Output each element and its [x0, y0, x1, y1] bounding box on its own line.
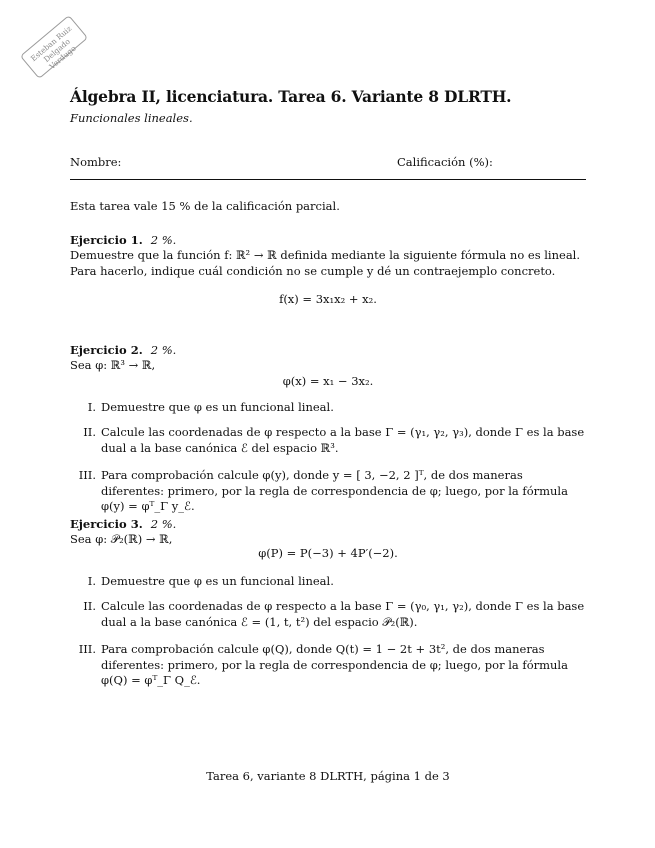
verification-stamp: Esteban Ruiz Delgado Verdugo [20, 15, 88, 79]
exercise-3-title: Ejercicio 3. [70, 517, 143, 531]
grade-label: Calificación (%): [397, 155, 493, 169]
item-text: Para comprobación calcule φ(Q), donde Q(t) = 1 − 2t + 3t², de dos maneras diferentes: primero, por la regla de correspondencia de φ; luego, por la fórmula φ(Q) = φᵀ_Γ Q_ℰ. [101, 642, 568, 687]
exercise-3-formula: φ(P) = P(−3) + 4P′(−2). [258, 546, 398, 560]
header-divider [70, 179, 586, 180]
exercise-2-heading [70, 343, 586, 359]
exercise-2-intro: Sea φ: ℝ³ → ℝ, [70, 358, 156, 372]
item-text: Calcule las coordenadas de φ respecto a la base Γ = (γ₀, γ₁, γ₂), donde Γ es la base dual a la base canónica ℰ = (1, t, t²) del espacio 𝒫₂(ℝ). [101, 599, 585, 629]
page-subtitle: Funcionales lineales. [70, 111, 193, 125]
exercise-3-percent: 2 %. [150, 517, 177, 531]
item-number: III. [78, 468, 96, 482]
exercise-1-percent: 2 %. [150, 233, 177, 247]
exercise-2-title: Ejercicio 2. [70, 343, 143, 357]
exercise-1-title: Ejercicio 1. [70, 233, 143, 247]
exercise-1-heading [70, 233, 586, 249]
exercise-1-text: Demuestre que la función f: ℝ² → ℝ definida mediante la siguiente fórmula no es lineal. Para hacerlo, indique cuál condición no se cumple y dé un contraejemplo concreto. [70, 248, 581, 278]
intro-text: Esta tarea vale 15 % de la calificación parcial. [70, 199, 340, 213]
item-number: II. [83, 599, 96, 613]
item-text: Demuestre que φ es un funcional lineal. [101, 400, 334, 414]
exercise-3-heading [70, 517, 586, 533]
page-footer: Tarea 6, variante 8 DLRTH, página 1 de 3 [206, 769, 450, 783]
exercise-1-formula: f(x) = 3x₁x₂ + x₂. [279, 292, 377, 306]
page-title: Álgebra II, licenciatura. Tarea 6. Variante 8 DLRTH. [70, 87, 512, 106]
item-text: Calcule las coordenadas de φ respecto a la base Γ = (γ₁, γ₂, γ₃), donde Γ es la base dual a la base canónica ℰ del espacio ℝ³. [101, 425, 585, 455]
item-number: III. [78, 642, 96, 656]
item-text: Demuestre que φ es un funcional lineal. [101, 574, 334, 588]
item-text: Para comprobación calcule φ(y), donde y = [ 3, −2, 2 ]ᵀ, de dos maneras diferentes: primero, por la regla de correspondencia de φ; luego, por la fórmula φ(y) = φᵀ_Γ y_ℰ. [101, 468, 568, 513]
item-number: I. [87, 574, 96, 588]
exercise-3-intro: Sea φ: 𝒫₂(ℝ) → ℝ, [70, 532, 173, 546]
item-number: II. [83, 425, 96, 439]
exercise-2-percent: 2 %. [150, 343, 177, 357]
name-label: Nombre: [70, 155, 122, 169]
exercise-2-formula: φ(x) = x₁ − 3x₂. [282, 374, 374, 388]
item-number: I. [87, 400, 96, 414]
